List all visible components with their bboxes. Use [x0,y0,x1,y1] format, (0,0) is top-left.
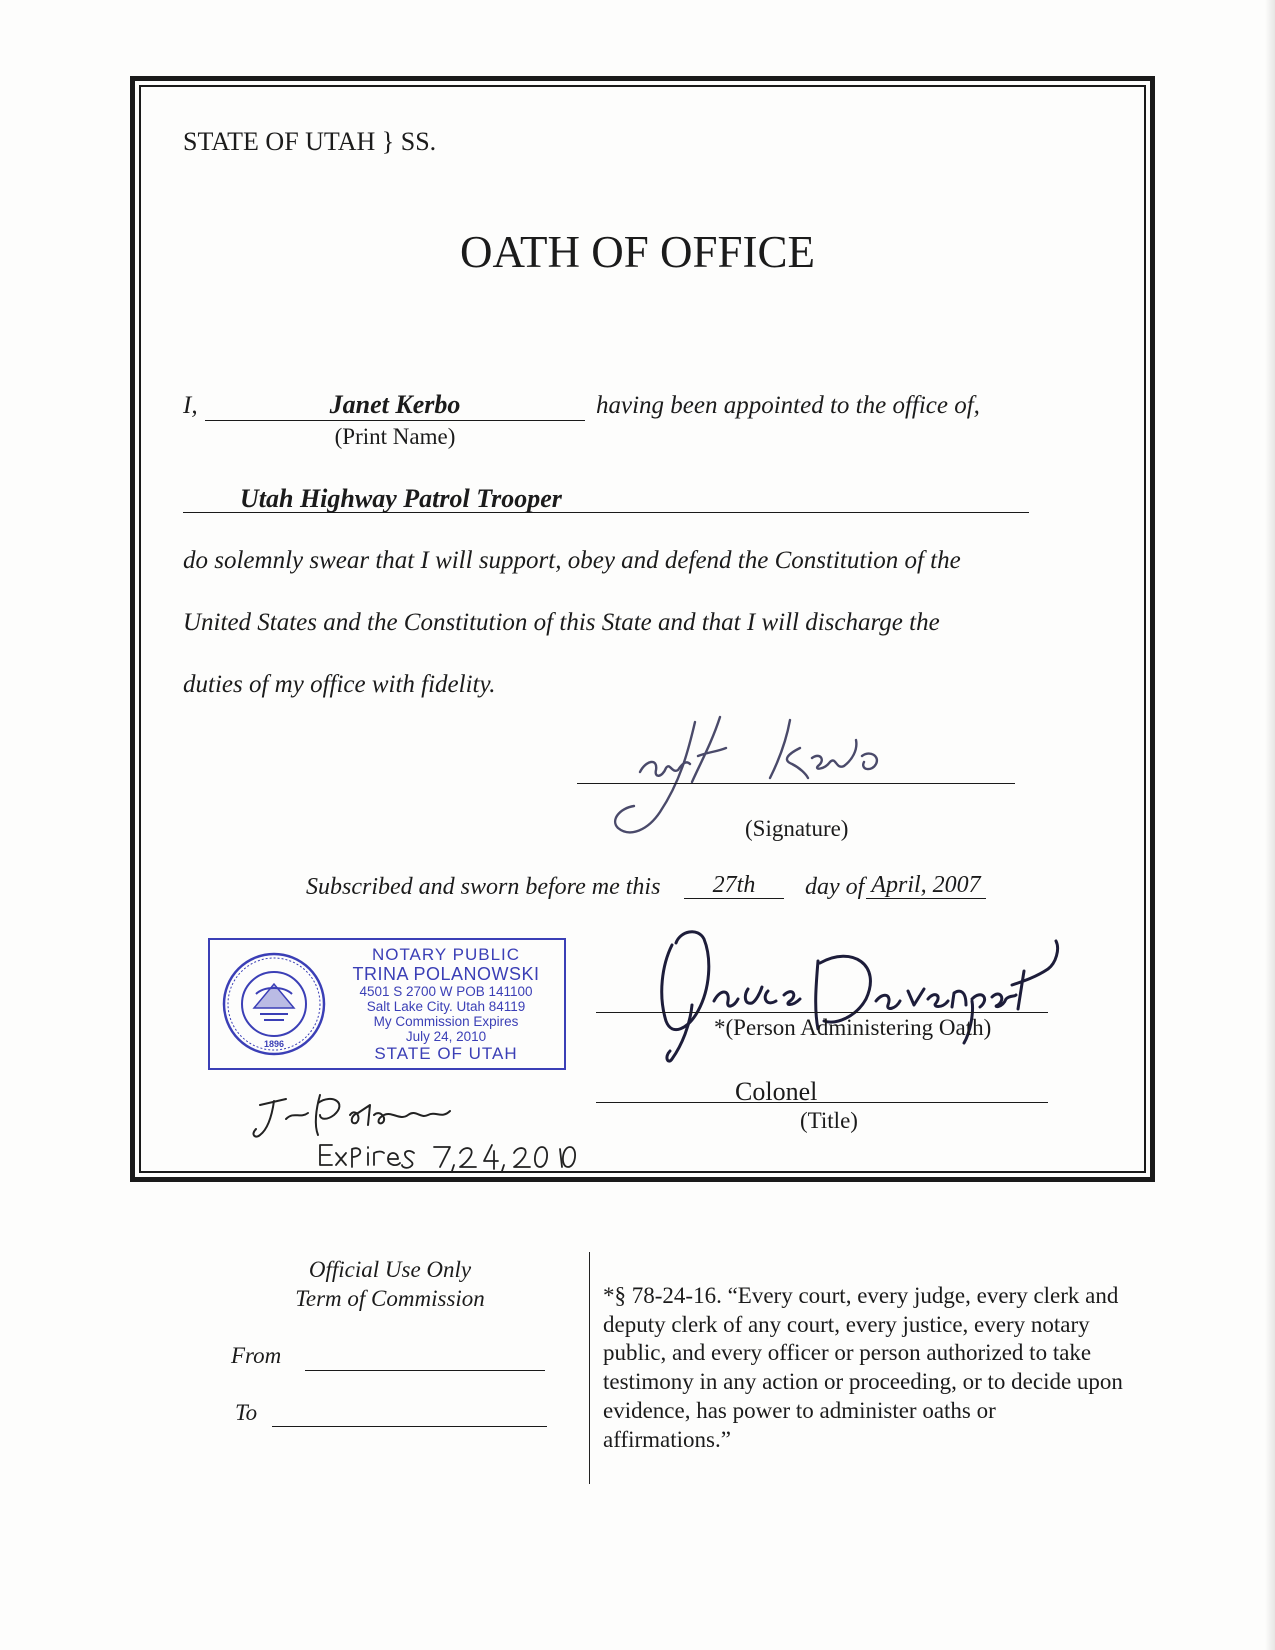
appointee-name-field: Janet Kerbo [329,390,461,419]
signature-line [577,783,1015,784]
day-of-text: day of [805,874,865,900]
month-year-field: April, 2007 [871,872,981,898]
administrator-label: *(Person Administering Oath) [714,1015,992,1040]
print-name-label: (Print Name) [334,424,456,449]
stamp-commission-date: July 24, 2010 [405,1029,487,1044]
to-field [272,1426,547,1427]
from-field [305,1370,545,1371]
stamp-commission-label: My Commission Expires [373,1014,519,1029]
administrator-signature [652,925,1062,1065]
appointed-text: having been appointed to the office of, [596,392,980,419]
stamp-notary-name: TRINA POLANOWSKI [352,964,540,984]
day-underline [684,898,784,899]
stamp-address-2: Salt Lake City. Utah 84119 [366,999,526,1014]
from-label: From [231,1343,282,1368]
oath-prefix: I, [183,392,198,419]
official-use-heading: Official Use Only [308,1257,472,1282]
document-title: OATH OF OFFICE [459,227,816,277]
stamp-text [328,946,564,1064]
title-label: (Title) [800,1108,858,1133]
stamp-heading: NOTARY PUBLIC [371,945,521,964]
signature-label: (Signature) [745,816,849,841]
statute-text: *§ 78-24-16. “Every court, every judge, every clerk and deputy clerk of any court, every justice, every notary public, and every officer or person authorized to take testimony in any action or proceeding, or to decide upon evidence, has power to administer oaths or affirmations.” [603,1283,1123,1452]
administrator-signature-line [596,1012,1048,1013]
to-label: To [235,1400,258,1425]
term-of-commission-label: Term of Commission [295,1286,485,1311]
oath-line-2: United States and the Constitution of this State and that I will discharge the [183,609,940,636]
svg-text:1896: 1896 [263,1039,285,1049]
oath-line-1: do solemnly swear that I will support, obey and defend the Constitution of the [183,547,961,574]
state-seal-icon [220,950,328,1058]
notary-stamp [208,938,566,1070]
section-divider [589,1252,590,1484]
office-field: Utah Highway Patrol Trooper [240,484,562,513]
notary-expires-note [316,1135,576,1175]
title-line [596,1102,1048,1103]
state-line: STATE OF UTAH } SS. [183,127,437,156]
name-underline [205,420,585,421]
stamp-state: STATE OF UTAH [374,1044,518,1063]
administrator-title-field: Colonel [735,1077,818,1106]
month-underline [866,898,986,899]
stamp-address-1: 4501 S 2700 W POB 141100 [359,984,533,999]
sworn-text: Subscribed and sworn before me this [306,874,661,900]
office-underline [183,512,1029,513]
oath-line-3: duties of my office with fidelity. [183,671,496,698]
day-field: 27th [712,872,756,898]
